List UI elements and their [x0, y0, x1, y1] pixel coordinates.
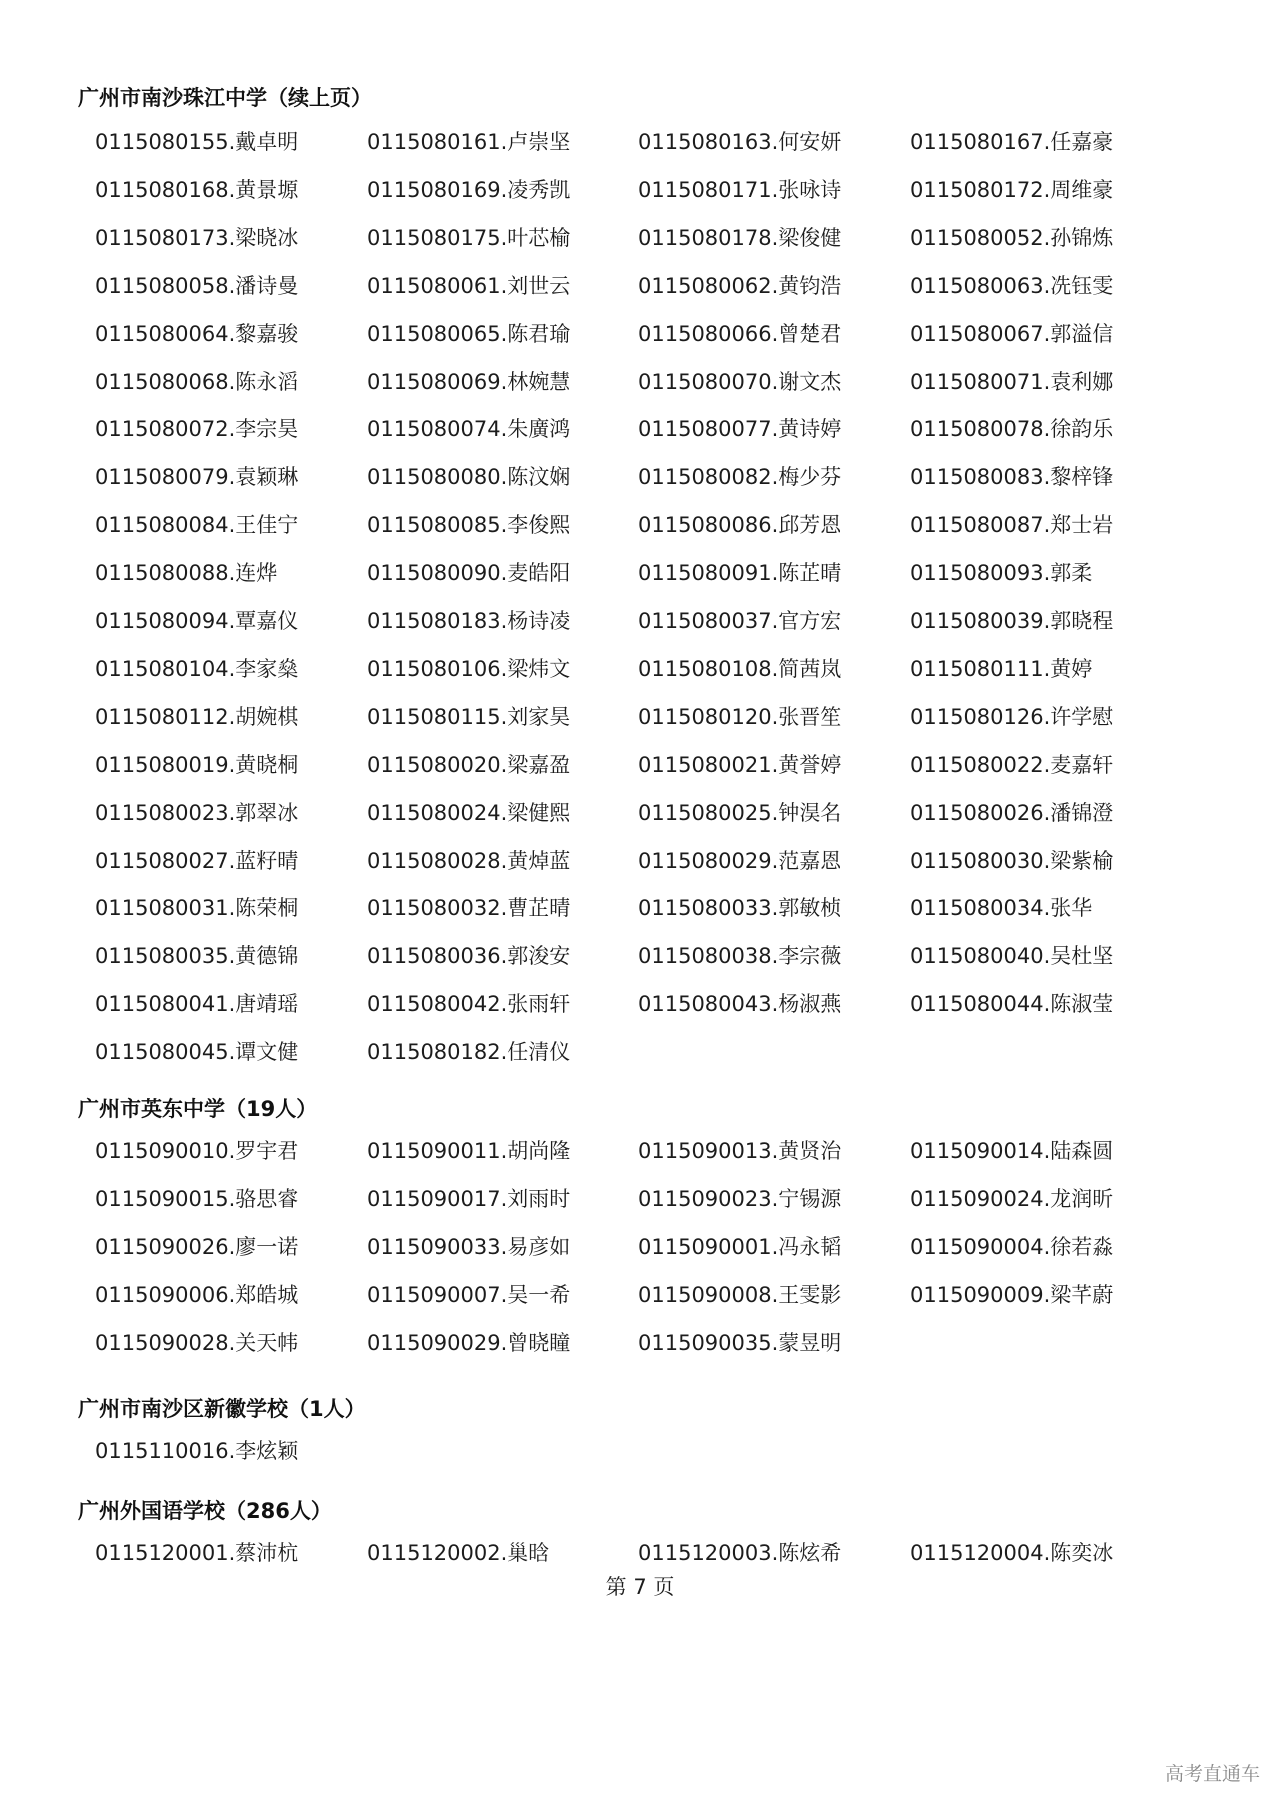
student-entry: 0115080106.梁炜文 [367, 657, 571, 681]
student-entry: 0115080043.杨淑燕 [638, 992, 842, 1016]
student-entry: 0115090004.徐若淼 [910, 1235, 1114, 1259]
student-entry: 0115080161.卢崇坚 [367, 130, 571, 154]
student-entry: 0115080085.李俊熙 [367, 513, 571, 537]
section-heading: 广州市英东中学（19人） [78, 1097, 318, 1121]
student-entry: 0115080039.郭晓程 [910, 609, 1114, 633]
student-entry: 0115080083.黎梓锋 [910, 465, 1114, 489]
student-entry: 0115090028.关天帏 [95, 1331, 299, 1355]
student-entry: 0115080019.黄晓桐 [95, 753, 299, 777]
student-entry: 0115080163.何安妍 [638, 130, 842, 154]
student-entry: 0115080088.连烨 [95, 561, 278, 585]
student-entry: 0115080024.梁健熙 [367, 801, 571, 825]
student-entry: 0115120002.巢晗 [367, 1541, 550, 1565]
student-entry: 0115080031.陈荣桐 [95, 896, 299, 920]
student-entry: 0115080068.陈永滔 [95, 370, 299, 394]
student-entry: 0115080082.梅少芬 [638, 465, 842, 489]
student-entry: 0115120004.陈奕冰 [910, 1541, 1114, 1565]
student-entry: 0115120003.陈炫希 [638, 1541, 842, 1565]
student-entry: 0115090014.陆森圆 [910, 1139, 1114, 1163]
student-entry: 0115080182.任清仪 [367, 1040, 571, 1064]
student-entry: 0115080064.黎嘉骏 [95, 322, 299, 346]
student-entry: 0115080126.许学慰 [910, 705, 1114, 729]
student-entry: 0115080104.李家燊 [95, 657, 299, 681]
student-entry: 0115080021.黄誉婷 [638, 753, 842, 777]
student-entry: 0115080183.杨诗凌 [367, 609, 571, 633]
student-entry: 0115080058.潘诗曼 [95, 274, 299, 298]
student-entry: 0115080108.简茜岚 [638, 657, 842, 681]
student-entry: 0115090007.吴一希 [367, 1283, 571, 1307]
student-entry: 0115080030.梁紫榆 [910, 849, 1114, 873]
student-entry: 0115080178.梁俊健 [638, 226, 842, 250]
student-entry: 0115080032.曹芷晴 [367, 896, 571, 920]
student-entry: 0115080086.邱芳恩 [638, 513, 842, 537]
student-entry: 0115080112.胡婉棋 [95, 705, 299, 729]
student-entry: 0115080155.戴卓明 [95, 130, 299, 154]
student-entry: 0115080037.官方宏 [638, 609, 842, 633]
student-entry: 0115080034.张华 [910, 896, 1093, 920]
student-entry: 0115080080.陈汶娴 [367, 465, 571, 489]
student-entry: 0115080033.郭敏桢 [638, 896, 842, 920]
student-entry: 0115080171.张咏诗 [638, 178, 842, 202]
student-entry: 0115080042.张雨轩 [367, 992, 571, 1016]
student-entry: 0115080040.吴杜坚 [910, 944, 1114, 968]
student-entry: 0115080087.郑士岩 [910, 513, 1114, 537]
student-entry: 0115080061.刘世云 [367, 274, 571, 298]
student-entry: 0115080084.王佳宁 [95, 513, 299, 537]
student-entry: 0115080063.冼钰雯 [910, 274, 1114, 298]
student-entry: 0115090010.罗宇君 [95, 1139, 299, 1163]
student-entry: 0115080026.潘锦澄 [910, 801, 1114, 825]
student-entry: 0115080020.梁嘉盈 [367, 753, 571, 777]
student-entry: 0115080175.叶芯榆 [367, 226, 571, 250]
student-entry: 0115080029.范嘉恩 [638, 849, 842, 873]
student-entry: 0115080066.曾楚君 [638, 322, 842, 346]
student-entry: 0115090017.刘雨时 [367, 1187, 571, 1211]
section-heading: 广州市南沙珠江中学（续上页） [78, 86, 372, 110]
student-entry: 0115080025.钟淏名 [638, 801, 842, 825]
student-entry: 0115080028.黄焯蓝 [367, 849, 571, 873]
watermark: 高考直通车 [1164, 1763, 1260, 1785]
student-entry: 0115080115.刘家昊 [367, 705, 571, 729]
student-entry: 0115080044.陈淑莹 [910, 992, 1114, 1016]
student-entry: 0115080167.任嘉豪 [910, 130, 1114, 154]
student-entry: 0115090015.骆思睿 [95, 1187, 299, 1211]
student-entry: 0115090029.曾晓瞳 [367, 1331, 571, 1355]
student-entry: 0115080022.麦嘉轩 [910, 753, 1114, 777]
student-entry: 0115080065.陈君瑜 [367, 322, 571, 346]
student-entry: 0115080072.李宗昊 [95, 417, 299, 441]
student-entry: 0115080093.郭柔 [910, 561, 1093, 585]
student-entry: 0115080169.凌秀凯 [367, 178, 571, 202]
student-entry: 0115080023.郭翠冰 [95, 801, 299, 825]
student-entry: 0115080062.黄钧浩 [638, 274, 842, 298]
student-entry: 0115080038.李宗薇 [638, 944, 842, 968]
student-entry: 0115080052.孙锦炼 [910, 226, 1114, 250]
student-entry: 0115080070.谢文杰 [638, 370, 842, 394]
student-entry: 0115090024.龙润昕 [910, 1187, 1114, 1211]
student-entry: 0115080077.黄诗婷 [638, 417, 842, 441]
student-entry: 0115090009.梁芊蔚 [910, 1283, 1114, 1307]
page-number: 第 7 页 [605, 1575, 675, 1599]
student-entry: 0115080090.麦皓阳 [367, 561, 571, 585]
student-entry: 0115090035.蒙昱明 [638, 1331, 842, 1355]
student-entry: 0115080067.郭溢信 [910, 322, 1114, 346]
student-entry: 0115080168.黄景塬 [95, 178, 299, 202]
student-entry: 0115080120.张晋笙 [638, 705, 842, 729]
student-entry: 0115080027.蓝籽晴 [95, 849, 299, 873]
student-entry: 0115090011.胡尚隆 [367, 1139, 571, 1163]
student-entry: 0115080091.陈芷晴 [638, 561, 842, 585]
student-entry: 0115090013.黄贤治 [638, 1139, 842, 1163]
student-entry: 0115080035.黄德锦 [95, 944, 299, 968]
student-entry: 0115080172.周维豪 [910, 178, 1114, 202]
student-entry: 0115080078.徐韵乐 [910, 417, 1114, 441]
student-entry: 0115080041.唐靖瑶 [95, 992, 299, 1016]
student-entry: 0115090033.易彦如 [367, 1235, 571, 1259]
student-entry: 0115090026.廖一诺 [95, 1235, 299, 1259]
section-heading: 广州市南沙区新徽学校（1人） [78, 1397, 366, 1421]
student-entry: 0115080071.袁利娜 [910, 370, 1114, 394]
student-entry: 0115080079.袁颖琳 [95, 465, 299, 489]
student-entry: 0115120001.蔡沛杭 [95, 1541, 299, 1565]
student-entry: 0115090023.宁锡源 [638, 1187, 842, 1211]
section-heading: 广州外国语学校（286人） [78, 1499, 332, 1523]
student-entry: 0115090006.郑皓城 [95, 1283, 299, 1307]
student-entry: 0115110016.李炫颖 [95, 1439, 299, 1463]
student-entry: 0115080111.黄婷 [910, 657, 1093, 681]
student-entry: 0115080173.梁晓冰 [95, 226, 299, 250]
student-entry: 0115080036.郭浚安 [367, 944, 571, 968]
student-entry: 0115080094.覃嘉仪 [95, 609, 299, 633]
student-entry: 0115080069.林婉慧 [367, 370, 571, 394]
student-entry: 0115080045.谭文健 [95, 1040, 299, 1064]
student-entry: 0115090001.冯永韬 [638, 1235, 842, 1259]
student-entry: 0115080074.朱廣鸿 [367, 417, 571, 441]
student-entry: 0115090008.王雯影 [638, 1283, 842, 1307]
